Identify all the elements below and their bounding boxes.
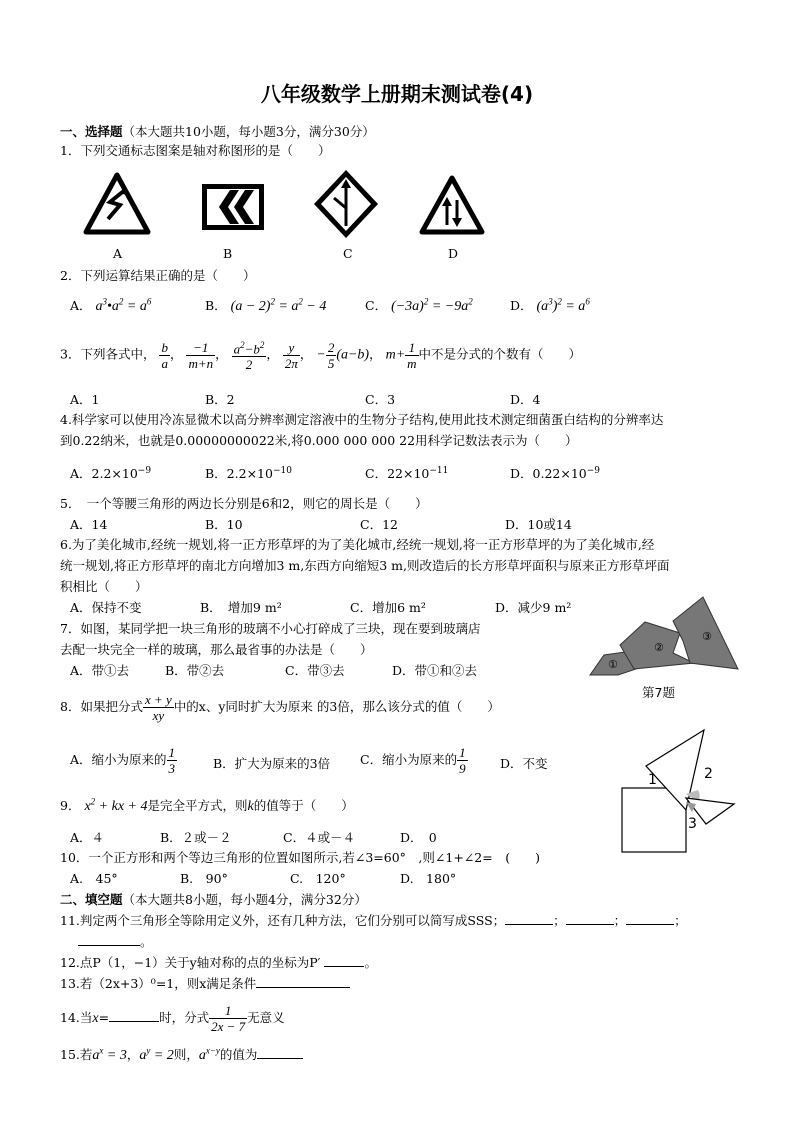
q6-line-3: 积相比（ ） [60,579,148,594]
q13-blank[interactable] [256,975,350,988]
q1-traffic-signs [80,170,500,240]
sign-b-icon [202,184,264,230]
q9-option-c: C．４或－４ [283,830,356,845]
angle-3-label: 3 [688,816,697,832]
q11-blank-3[interactable] [566,912,614,925]
q12-blank[interactable] [324,954,364,967]
q3-option-c: C．3 [365,392,396,407]
section-2-heading: 二、填空题 [60,892,123,907]
q4-option-c: C．$22\times 10^{-11}$ [365,465,449,481]
q4-line-2: 到0.22纳米，也就是0.00000000022米,将0.000 000 000 22用科学记数法表示为（ ） [60,433,578,448]
section-2-header [60,890,367,908]
q9-option-a: A．４ [70,830,105,845]
piece-3-label: ③ [702,630,712,643]
q5-option-b: B．10 [205,517,243,532]
q7-line-2: 去配一块完全一样的玻璃，那么最省事的办法是（ ） [60,642,373,657]
sign-c-icon [314,170,378,238]
q8-option-d: D．不变 [500,756,548,771]
q6-option-d: D．减少9 m² [495,600,572,615]
q9-option-b: B．２或－２ [160,830,232,845]
q7-option-c: C．带③去 [285,663,345,678]
q3-option-b: B．2 [205,392,235,407]
q6-option-b: B． 增加9 m² [200,600,282,615]
q6-option-a: A．保持不变 [70,600,142,615]
q1-label-d: D [448,246,459,261]
q8-option-b: B．扩大为原来的3倍 [213,756,331,771]
q5-option-c: C．12 [360,517,398,532]
q7-option-a: A．带①去 [70,663,130,678]
q4-option-d: D．$0.22\times 10^{-9}$ [510,465,601,481]
q9-stem: 9． $x^2$ + kx + 4是完全平方式，则k的值等于（ ） [60,796,354,814]
q1-label-b: B [223,246,233,261]
piece-2-label: ② [654,641,664,654]
q10-option-d: D. 180° [400,871,457,886]
section-2-note: （本大题共8小题，每小题4分，满分32分） [122,892,367,907]
q4-line-1: 4.科学家可以使用冷冻显微术以高分辨率测定溶液中的生物分子结构,使用此技术测定细菌蛋白结构的分辨率达 [60,412,664,427]
q7-glass-pieces-figure [588,595,743,677]
q2-option-b: B． $(a - 2)^2 = a^2 - 4$ [205,296,327,314]
piece-1-label: ① [608,658,618,671]
q3-stem: 3．下列各式中， $\frac{b}{a}$ ， $\frac{-1}{m+n}$ ， $\frac{a^2-b^2}{2}$ ， $\frac{y}{2\pi}$ ， − $\frac{2}{5}$ (a−b)， m+ $\frac{1}{m}$ 中不是分式的个数有（ ） [60,339,582,373]
section-1-header [60,122,375,140]
q2-option-c: C． $(-3a)^2 = -9a^2$ [365,296,473,314]
q10-option-b: B. 90° [180,871,228,886]
q7-line-1: 7．如图，某同学把一块三角形的玻璃不小心打碎成了三块，现在要到玻璃店 [60,621,481,636]
sign-d-icon [422,178,482,232]
q8-option-a: A．缩小为原来的 $\frac{1}{3}$ [70,745,176,776]
q1-label-c: C [343,246,353,261]
q7-option-d: D．带①和②去 [392,663,478,678]
q5-stem: 5． 一个等腰三角形的两边长分别是6和2，则它的周长是（ ） [60,496,428,511]
q7-figure-caption: 第7题 [642,685,675,700]
q6-line-1: 6.为了美化城市,经统一规划,将一正方形草坪的为了美化城市,经统一规划,将一正方形草坪的为了美化城市,经 [60,537,655,552]
angle-2-label: 2 [704,766,713,782]
q2-option-a: A． $a^3•a^2 = a^6$ [70,296,152,314]
q6-line-2: 统一规划,将正方形草坪的南北方向增加3 m,东西方向缩短3 m,则改造后的长方形草坪面积与原来正方形草坪面 [60,558,670,573]
q10-square-triangles-figure [612,720,752,856]
q1-stem: 1．下列交通标志图案是轴对称图形的是（ ） [60,143,331,158]
q8-stem: 8．如果把分式 $\frac{x + y}{xy}$ 中的x、y同时扩大为原来 的3倍，那么该分式的值（ ） [60,692,500,723]
q10-stem: 10．一个正方形和两个等边三角形的位置如图所示,若∠3=60° ,则∠1+∠2= ( ) [60,850,540,865]
q10-option-a: A. 45° [70,871,118,886]
q7-option-b: B．带②去 [165,663,225,678]
q4-option-a: A．$2.2\times 10^{-9}$ [70,465,152,481]
q15-blank[interactable] [257,1046,303,1059]
q11-blank-2[interactable] [505,912,553,925]
sign-a-icon [86,175,148,232]
q5-option-a: A．14 [70,517,108,532]
q10-option-c: C. 120° [290,871,346,886]
section-1-heading: 一、选择题 [60,124,123,139]
q3-option-a: A．1 [70,392,100,407]
page-title: 八年级数学上册期末测试卷(4) [260,82,534,106]
angle-1-label: 1 [648,772,657,788]
q2-stem: 2．下列运算结果正确的是（ ） [60,268,256,283]
q2-option-d: D． $(a^3)^2 = a^6$ [510,296,590,314]
q5-option-d: D．10或14 [505,517,572,532]
q14-stem: 14.当x= 时，分式 $\frac{1}{2x - 7}$ 无意义 [60,1003,285,1034]
q6-option-c: C．增加6 m² [350,600,426,615]
q9-option-d: D． 0 [400,830,437,845]
q4-option-b: B．$2.2\times 10^{-10}$ [205,465,292,481]
q11-blank-5[interactable] [78,933,140,946]
q11-blank-4[interactable] [626,912,674,925]
q14-blank[interactable] [109,1009,159,1022]
q11-line-2: 。 [78,932,153,950]
q1-label-a: A [113,246,123,261]
q3-option-d: D．4 [510,392,541,407]
q15-stem: 15.若$a^x = 3$，$a^y = 2$则，$a^{x-y}$的值为 [60,1045,303,1064]
q12-stem: 12.点P（1，−1）关于y轴对称的点的坐标为P′ 。 [60,955,377,970]
q11-line-1: 11.判定两个三角形全等除用定义外，还有几种方法，它们分别可以简写成SSS； ； ； ； [60,913,687,928]
q13-stem: 13.若（2x+3）⁰=1，则x满足条件 [60,974,350,992]
q8-option-c: C．缩小为原来的 $\frac{1}{9}$ [360,745,466,776]
section-1-note: （本大题共10小题，每小题3分，满分30分） [122,124,375,139]
